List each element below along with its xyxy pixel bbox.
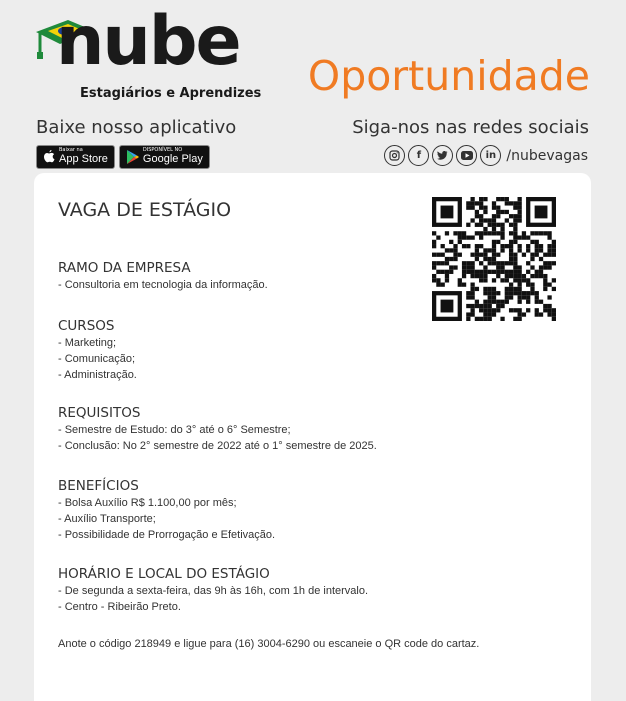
- section-line: - Consultoria em tecnologia da informação.: [58, 279, 268, 291]
- section-line: - Centro - Ribeirão Preto.: [58, 601, 181, 613]
- linkedin-glyph: in: [485, 150, 497, 161]
- linkedin-icon[interactable]: [480, 145, 501, 166]
- section-line: - Semestre de Estudo: do 3° até o 6° Semestre;: [58, 424, 291, 436]
- job-title: VAGA DE ESTÁGIO: [58, 199, 232, 221]
- section-heading: HORÁRIO E LOCAL DO ESTÁGIO: [58, 566, 270, 582]
- app-store-button[interactable]: [36, 145, 115, 169]
- facebook-icon[interactable]: [408, 145, 429, 166]
- section-beneficios: [58, 477, 275, 543]
- google-play-small: DISPONÍVEL NO: [142, 147, 183, 154]
- section-heading: REQUISITOS: [58, 405, 141, 421]
- logo-subtitle: Estagiários e Aprendizes: [80, 86, 262, 101]
- nube-logo: [34, 2, 262, 106]
- section-line: - Auxílio Transporte;: [58, 513, 156, 525]
- section-line: - Conclusão: No 2° semestre de 2022 até o 1° semestre de 2025.: [58, 440, 377, 452]
- google-play-icon: [126, 150, 139, 164]
- app-store-big: App Store: [59, 153, 108, 166]
- app-download-title: Baixe nosso aplicativo: [36, 117, 237, 138]
- section-ramo: [58, 259, 268, 293]
- youtube-icon[interactable]: [456, 145, 477, 166]
- store-buttons: [36, 145, 210, 169]
- logo-wordmark: nube: [56, 2, 240, 81]
- section-requisitos: [58, 404, 377, 454]
- facebook-glyph: f: [416, 150, 422, 161]
- google-play-button[interactable]: [119, 145, 210, 169]
- qr-code[interactable]: [432, 197, 556, 321]
- section-line: - Bolsa Auxílio R$ 1.100,00 por mês;: [58, 497, 237, 509]
- section-line: - Marketing;: [58, 337, 117, 349]
- instagram-icon[interactable]: [384, 145, 405, 166]
- section-heading: CURSOS: [58, 318, 115, 334]
- section-cursos: [58, 317, 137, 383]
- section-line: - Comunicação;: [58, 353, 136, 365]
- job-card: [34, 173, 591, 701]
- google-play-big: Google Play: [142, 153, 203, 166]
- twitter-icon[interactable]: [432, 145, 453, 166]
- section-heading: RAMO DA EMPRESA: [58, 260, 191, 276]
- social-title: Siga-nos nas redes sociais: [352, 117, 589, 138]
- section-horario: [58, 565, 368, 615]
- section-line: - Administração.: [58, 369, 137, 381]
- section-line: - Possibilidade de Prorrogação e Efetivação.: [58, 529, 276, 541]
- apple-icon: [43, 150, 55, 164]
- section-line: - De segunda a sexta-feira, das 9h às 16h, com 1h de intervalo.: [58, 585, 369, 597]
- headline: Oportunidade: [307, 52, 590, 100]
- app-store-small: Baixar na: [59, 147, 83, 154]
- contact-note: Anote o código 218949 e ligue para (16) 3004-6290 ou escaneie o QR code do cartaz.: [58, 638, 480, 650]
- social-links: [384, 145, 588, 166]
- social-handle[interactable]: /nubevagas: [506, 147, 588, 164]
- section-heading: BENEFÍCIOS: [58, 478, 139, 494]
